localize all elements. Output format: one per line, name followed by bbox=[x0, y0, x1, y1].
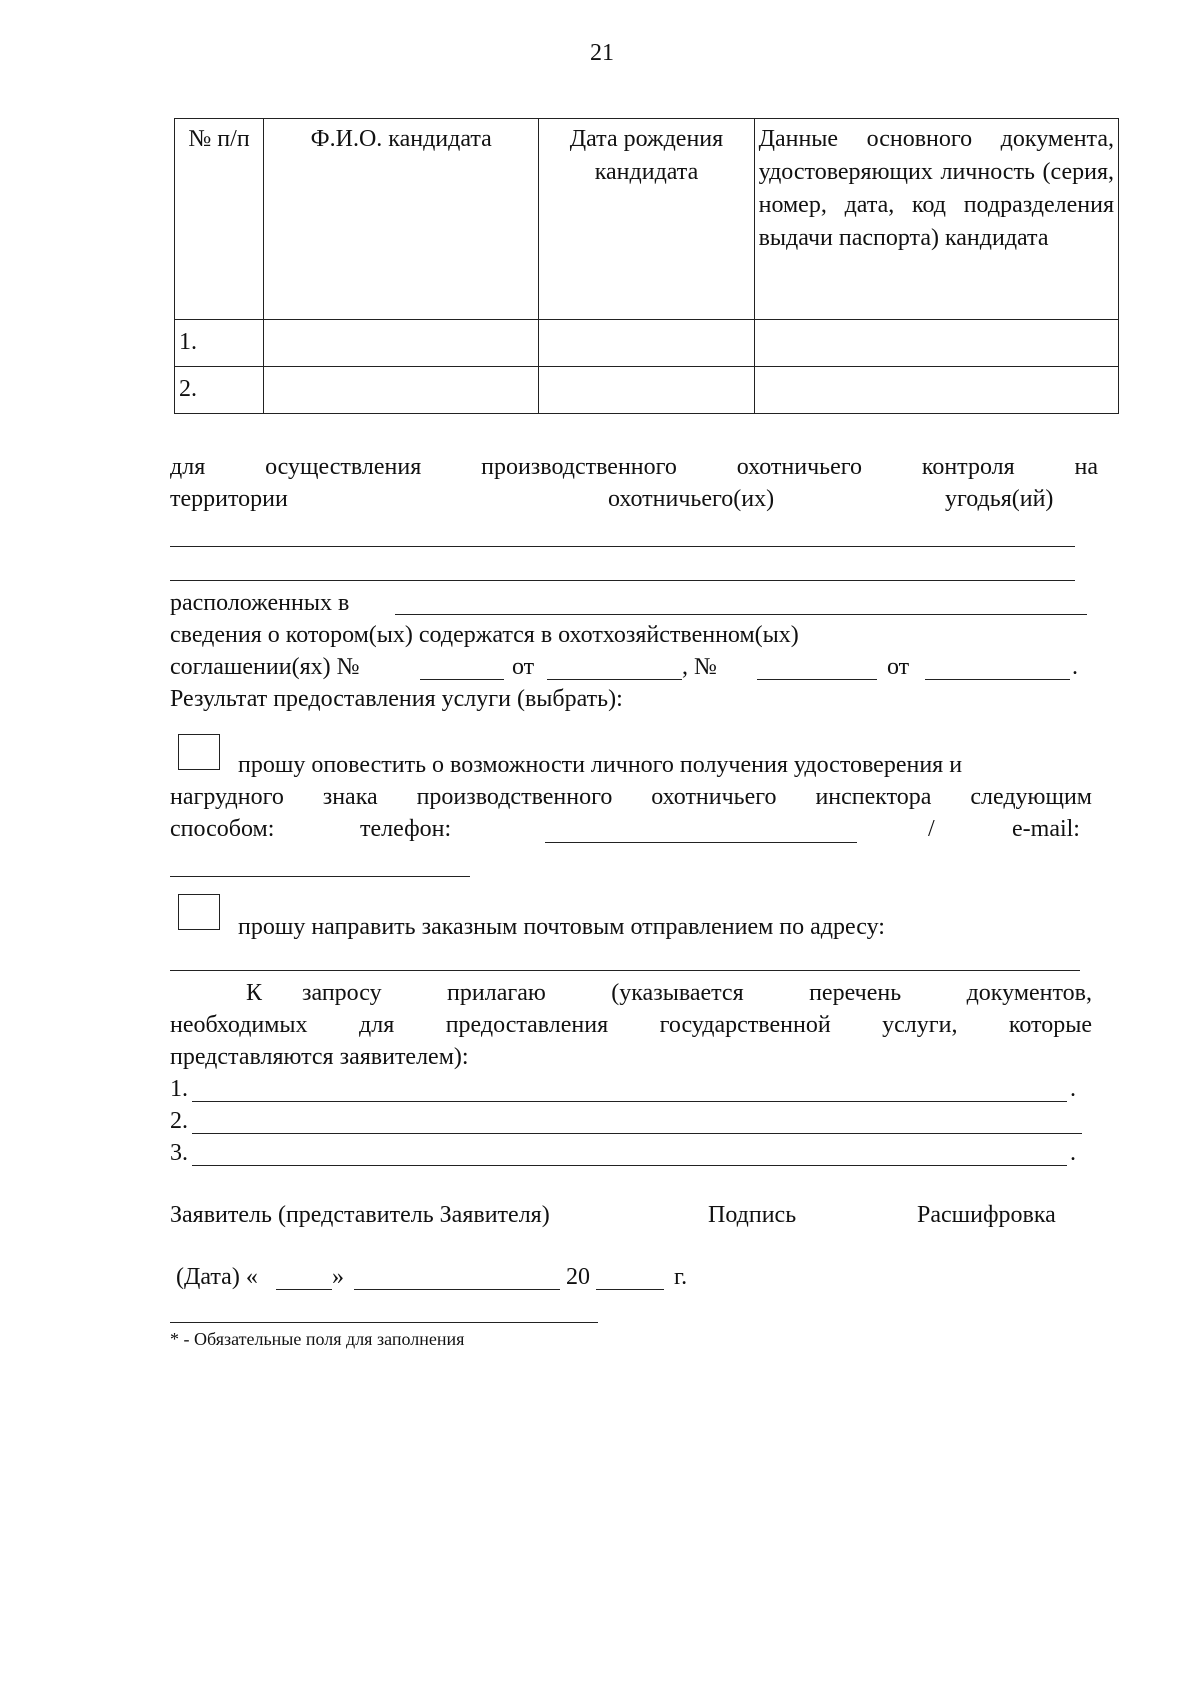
cell-fio[interactable] bbox=[264, 367, 539, 414]
territory-field-2[interactable] bbox=[170, 580, 1075, 581]
purpose-line-1: для осуществления производственного охотничьего контроля на bbox=[170, 454, 1098, 480]
attach-field-3[interactable] bbox=[192, 1165, 1067, 1166]
header-document: Данные основного документа, удостоверяющих личность (серия, номер, дата, код подразделения выдачи паспорта) кандидата bbox=[754, 119, 1118, 320]
agreement-label: соглашении(ях) № bbox=[170, 654, 360, 680]
option1-phone-label: телефон: bbox=[360, 816, 452, 842]
header-birth-date: Дата рождения кандидата bbox=[539, 119, 754, 320]
option1-method: способом: bbox=[170, 816, 275, 842]
attach-line-3: представляются заявителем): bbox=[170, 1044, 469, 1070]
option1-line-1: прошу оповестить о возможности личного получения удостоверения и bbox=[238, 752, 963, 778]
header-number: № п/п bbox=[175, 119, 264, 320]
agreement-comma-number: , № bbox=[682, 654, 717, 680]
table-row bbox=[175, 367, 1119, 414]
date-label: (Дата) « bbox=[176, 1264, 258, 1290]
row-number: 2. bbox=[175, 367, 264, 414]
attach-item-number: 2. bbox=[170, 1108, 188, 1134]
table-header-row bbox=[175, 119, 1119, 320]
agreement-date-field-2[interactable] bbox=[925, 679, 1070, 680]
purpose-hunting: охотничьего(их) bbox=[608, 486, 775, 512]
notify-checkbox[interactable] bbox=[178, 734, 220, 770]
option1-line-2: нагрудного знака производственного охотничьего инспектора следующим bbox=[170, 784, 1092, 810]
purpose-territory: территории bbox=[170, 486, 288, 512]
cell-birth-date[interactable] bbox=[539, 367, 754, 414]
attach-item-end: . bbox=[1070, 1076, 1076, 1102]
territory-field-1[interactable] bbox=[170, 546, 1075, 547]
address-field[interactable] bbox=[170, 970, 1080, 971]
date-year-field[interactable] bbox=[596, 1289, 664, 1290]
attach-field-2[interactable] bbox=[192, 1133, 1082, 1134]
agreement-end-dot: . bbox=[1072, 654, 1078, 680]
cell-birth-date[interactable] bbox=[539, 320, 754, 367]
agreement-date-field[interactable] bbox=[547, 679, 682, 680]
applicant-label: Заявитель (представитель Заявителя) bbox=[170, 1202, 550, 1228]
attach-item-end: . bbox=[1070, 1140, 1076, 1166]
agreement-from-label: от bbox=[512, 654, 535, 680]
candidates-table bbox=[174, 118, 1119, 414]
date-year-prefix: 20 bbox=[566, 1264, 590, 1290]
attach-field-1[interactable] bbox=[192, 1101, 1067, 1102]
page-number: 21 bbox=[590, 40, 614, 66]
located-in-label: расположенных в bbox=[170, 590, 350, 616]
option2-text: прошу направить заказным почтовым отправлением по адресу: bbox=[238, 914, 885, 940]
table-row bbox=[175, 320, 1119, 367]
purpose-grounds: угодья(ий) bbox=[945, 486, 1054, 512]
attach-line-1: запросу прилагаю (указывается перечень документов, bbox=[302, 980, 1092, 1006]
phone-field[interactable] bbox=[545, 842, 857, 843]
attach-line-2: необходимых для предоставления государственной услуги, которые bbox=[170, 1012, 1092, 1038]
result-heading: Результат предоставления услуги (выбрать): bbox=[170, 686, 623, 712]
cell-document[interactable] bbox=[754, 320, 1118, 367]
footnote-separator bbox=[170, 1322, 598, 1323]
date-close-quote: » bbox=[332, 1264, 344, 1290]
cell-fio[interactable] bbox=[264, 320, 539, 367]
date-year-suffix: г. bbox=[674, 1264, 688, 1290]
email-field[interactable] bbox=[170, 876, 470, 877]
mail-checkbox[interactable] bbox=[178, 894, 220, 930]
cell-document[interactable] bbox=[754, 367, 1118, 414]
located-in-field[interactable] bbox=[395, 614, 1087, 615]
date-day-field[interactable] bbox=[276, 1289, 332, 1290]
agreement-from-label-2: от bbox=[887, 654, 910, 680]
agreement-number-field-2[interactable] bbox=[757, 679, 877, 680]
info-line: сведения о котором(ых) содержатся в охотхозяйственном(ых) bbox=[170, 622, 799, 648]
date-month-field[interactable] bbox=[354, 1289, 560, 1290]
footnote: * - Обязательные поля для заполнения bbox=[170, 1329, 465, 1349]
header-fio: Ф.И.О. кандидата bbox=[264, 119, 539, 320]
decoding-label: Расшифровка bbox=[917, 1202, 1056, 1228]
attach-k: К bbox=[246, 980, 263, 1006]
row-number: 1. bbox=[175, 320, 264, 367]
attach-item-number: 3. bbox=[170, 1140, 188, 1166]
attach-item-number: 1. bbox=[170, 1076, 188, 1102]
agreement-number-field[interactable] bbox=[420, 679, 504, 680]
option1-slash: / bbox=[928, 816, 935, 842]
signature-label: Подпись bbox=[708, 1202, 797, 1228]
option1-email-label: e-mail: bbox=[1012, 816, 1080, 842]
